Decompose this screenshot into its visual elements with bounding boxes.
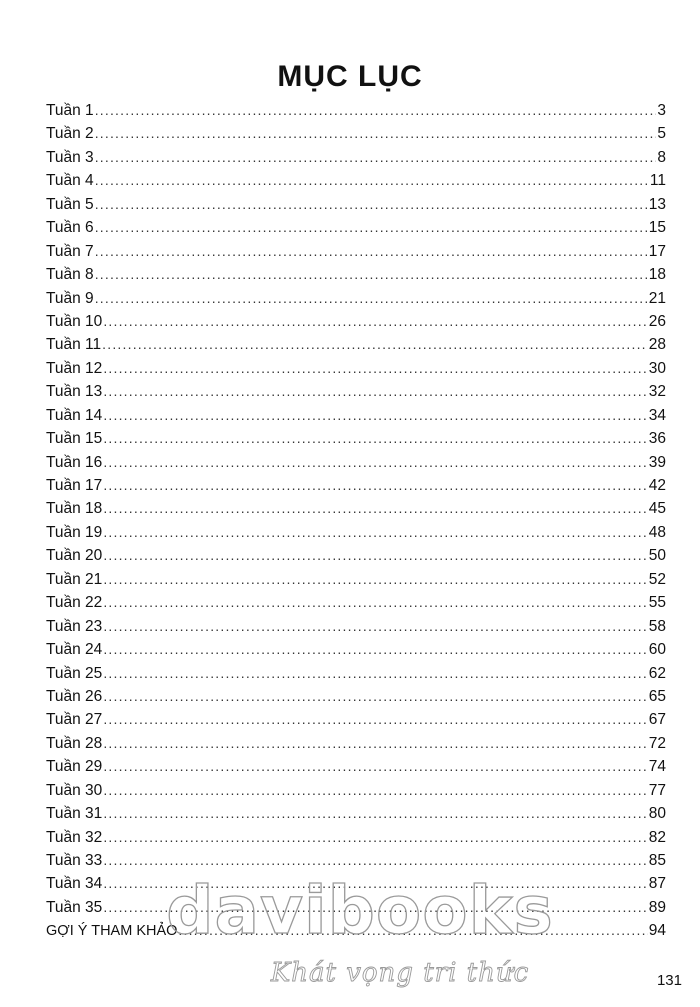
toc-entry-label: Tuần 31 xyxy=(46,805,103,823)
toc-entry xyxy=(46,263,666,286)
toc-leader-dots xyxy=(103,497,647,520)
toc-entry-page: 32 xyxy=(648,383,666,401)
toc-entry-label: Tuần 6 xyxy=(46,219,94,237)
toc-leader-dots xyxy=(95,146,657,169)
toc-entry-page: 80 xyxy=(648,805,666,823)
toc-entry-page: 18 xyxy=(648,266,666,284)
toc-entry-page: 36 xyxy=(648,430,666,448)
toc-entry-page: 89 xyxy=(648,898,666,916)
toc-entry xyxy=(46,779,666,802)
page-title: MỤC LỤC xyxy=(277,60,423,93)
toc-entry-page: 34 xyxy=(648,406,666,424)
toc-entry-label: Tuần 15 xyxy=(46,430,103,448)
toc-entry xyxy=(46,708,666,731)
toc-entry xyxy=(46,662,666,685)
toc-entry-label: Tuần 17 xyxy=(46,477,103,494)
toc-entry-page: 85 xyxy=(648,852,666,869)
toc-entry xyxy=(46,919,666,942)
toc-entry-page: 39 xyxy=(648,453,666,471)
toc-entry-page: 26 xyxy=(648,312,666,330)
toc-entry-page: 52 xyxy=(648,570,666,588)
toc-leader-dots xyxy=(103,708,647,731)
toc-entry-page: 48 xyxy=(648,523,666,541)
toc-leader-dots xyxy=(103,568,647,591)
toc-leader-dots xyxy=(103,591,647,614)
toc-leader-dots xyxy=(103,896,647,919)
toc-entry-label: Tuần 13 xyxy=(46,383,103,401)
toc-leader-dots xyxy=(178,919,647,942)
toc-entry xyxy=(46,896,666,919)
toc-entry-label: Tuần 35 xyxy=(46,898,103,916)
toc-entry-page: 82 xyxy=(648,828,666,846)
toc-entry-page: 67 xyxy=(648,711,666,729)
toc-leader-dots xyxy=(103,779,647,802)
toc-leader-dots xyxy=(103,662,647,685)
toc-entry xyxy=(46,240,666,263)
toc-entry-label: Tuần 10 xyxy=(46,312,103,330)
toc-leader-dots xyxy=(95,287,648,310)
toc-entry-page: 58 xyxy=(648,617,666,635)
toc-entry-page: 11 xyxy=(649,172,666,190)
toc-entry-label: Tuần 2 xyxy=(46,125,94,143)
toc-entry-label: Tuần 32 xyxy=(46,828,103,846)
toc-entry-label: Tuần 12 xyxy=(46,359,103,377)
watermark-slogan: Khát vọng tri thức xyxy=(270,958,530,988)
toc-entry-label: Tuần 23 xyxy=(46,617,103,635)
toc-entry-page: 45 xyxy=(648,500,666,518)
toc-entry-label: Tuần 14 xyxy=(46,406,103,424)
toc-leader-dots xyxy=(103,872,647,895)
toc-leader-dots xyxy=(95,99,657,122)
toc-entry xyxy=(46,591,666,614)
toc-leader-dots xyxy=(103,451,647,474)
toc-entry xyxy=(46,193,666,216)
toc-entry-label: Tuần 16 xyxy=(46,453,103,471)
toc-leader-dots xyxy=(103,826,647,849)
table-of-contents xyxy=(46,99,666,943)
toc-entry-label: Tuần 26 xyxy=(46,687,103,705)
toc-entry-label: Tuần 34 xyxy=(46,875,103,893)
toc-entry-page: 72 xyxy=(648,734,666,752)
toc-entry-label: Tuần 5 xyxy=(46,195,94,213)
toc-entry-page: 8 xyxy=(657,148,666,166)
toc-entry xyxy=(46,544,666,567)
toc-leader-dots xyxy=(103,615,647,638)
toc-entry-page: 77 xyxy=(648,781,666,799)
toc-entry xyxy=(46,474,666,497)
toc-entry xyxy=(46,146,666,169)
toc-entry-label: Tuần 7 xyxy=(46,242,94,260)
toc-entry xyxy=(46,169,666,192)
toc-entry-label: Tuần 9 xyxy=(46,289,94,307)
toc-entry xyxy=(46,568,666,591)
toc-leader-dots xyxy=(103,357,647,380)
toc-leader-dots xyxy=(95,263,648,286)
toc-entry xyxy=(46,615,666,638)
toc-entry-page: 13 xyxy=(648,195,666,213)
toc-entry xyxy=(46,333,666,356)
toc-leader-dots xyxy=(103,755,647,778)
toc-entry xyxy=(46,380,666,403)
toc-entry-label: Tuần 25 xyxy=(46,664,103,682)
toc-entry xyxy=(46,826,666,849)
toc-entry-page: 3 xyxy=(657,102,666,119)
toc-entry xyxy=(46,310,666,333)
toc-entry-label: Tuần 11 xyxy=(46,336,102,354)
toc-leader-dots xyxy=(95,169,649,192)
toc-entry-label: Tuần 28 xyxy=(46,734,103,752)
toc-entry-label: Tuần 27 xyxy=(46,711,103,729)
toc-entry-page: 62 xyxy=(648,664,666,682)
toc-entry-page: 65 xyxy=(648,687,666,705)
toc-entry-page: 50 xyxy=(648,547,666,565)
toc-entry xyxy=(46,849,666,872)
toc-entry xyxy=(46,497,666,520)
toc-entry-page: 30 xyxy=(648,359,666,377)
toc-entry xyxy=(46,451,666,474)
toc-entry-page: 17 xyxy=(648,242,666,260)
toc-entry xyxy=(46,99,666,122)
toc-leader-dots xyxy=(103,474,647,497)
toc-entry-page: 42 xyxy=(648,477,666,494)
toc-entry xyxy=(46,521,666,544)
toc-leader-dots xyxy=(103,732,647,755)
toc-entry xyxy=(46,685,666,708)
toc-leader-dots xyxy=(95,216,648,239)
toc-entry-page: 55 xyxy=(648,594,666,612)
toc-entry-page: 28 xyxy=(648,336,666,354)
toc-entry-label: Tuần 30 xyxy=(46,781,103,799)
toc-entry xyxy=(46,732,666,755)
toc-entry-label: Tuần 24 xyxy=(46,641,103,659)
toc-entry-page: 74 xyxy=(648,758,666,776)
toc-leader-dots xyxy=(103,521,647,544)
toc-entry-label: Tuần 33 xyxy=(46,852,103,869)
toc-entry xyxy=(46,122,666,145)
toc-leader-dots xyxy=(103,427,647,450)
page-number: 131 xyxy=(656,972,682,989)
toc-leader-dots xyxy=(95,122,657,145)
toc-entry-label: Tuần 3 xyxy=(46,148,94,166)
toc-entry xyxy=(46,802,666,825)
toc-leader-dots xyxy=(103,404,647,427)
toc-entry-page: 15 xyxy=(648,219,666,237)
toc-leader-dots xyxy=(103,544,647,567)
toc-leader-dots xyxy=(102,333,648,356)
toc-leader-dots xyxy=(95,193,648,216)
toc-leader-dots xyxy=(103,380,647,403)
toc-entry xyxy=(46,638,666,661)
toc-leader-dots xyxy=(103,638,647,661)
toc-entry-label: Tuần 19 xyxy=(46,523,103,541)
toc-entry xyxy=(46,755,666,778)
toc-leader-dots xyxy=(103,849,647,872)
toc-entry-page: 60 xyxy=(648,641,666,659)
toc-entry-label: Tuần 8 xyxy=(46,266,94,284)
watermark-logo: davibooks xyxy=(166,872,554,949)
toc-entry-page: 94 xyxy=(648,922,666,940)
toc-entry-label: Tuần 29 xyxy=(46,758,103,776)
toc-entry-label: GỢI Ý THAM KHẢO xyxy=(46,923,178,940)
toc-entry-label: Tuần 4 xyxy=(46,172,94,190)
toc-entry-label: Tuần 18 xyxy=(46,500,103,518)
toc-entry-page: 5 xyxy=(657,125,666,143)
toc-entry xyxy=(46,427,666,450)
toc-entry-label: Tuần 1 xyxy=(46,102,94,119)
toc-entry xyxy=(46,404,666,427)
toc-entry-label: Tuần 22 xyxy=(46,594,103,612)
toc-entry-page: 21 xyxy=(648,289,666,307)
toc-leader-dots xyxy=(103,685,647,708)
toc-entry-page: 87 xyxy=(648,875,666,893)
toc-leader-dots xyxy=(95,240,648,263)
toc-entry xyxy=(46,357,666,380)
toc-entry xyxy=(46,216,666,239)
toc-entry xyxy=(46,872,666,895)
toc-leader-dots xyxy=(103,802,647,825)
toc-entry-label: Tuần 21 xyxy=(46,570,103,588)
toc-entry xyxy=(46,287,666,310)
toc-entry-label: Tuần 20 xyxy=(46,547,103,565)
toc-leader-dots xyxy=(103,310,647,333)
